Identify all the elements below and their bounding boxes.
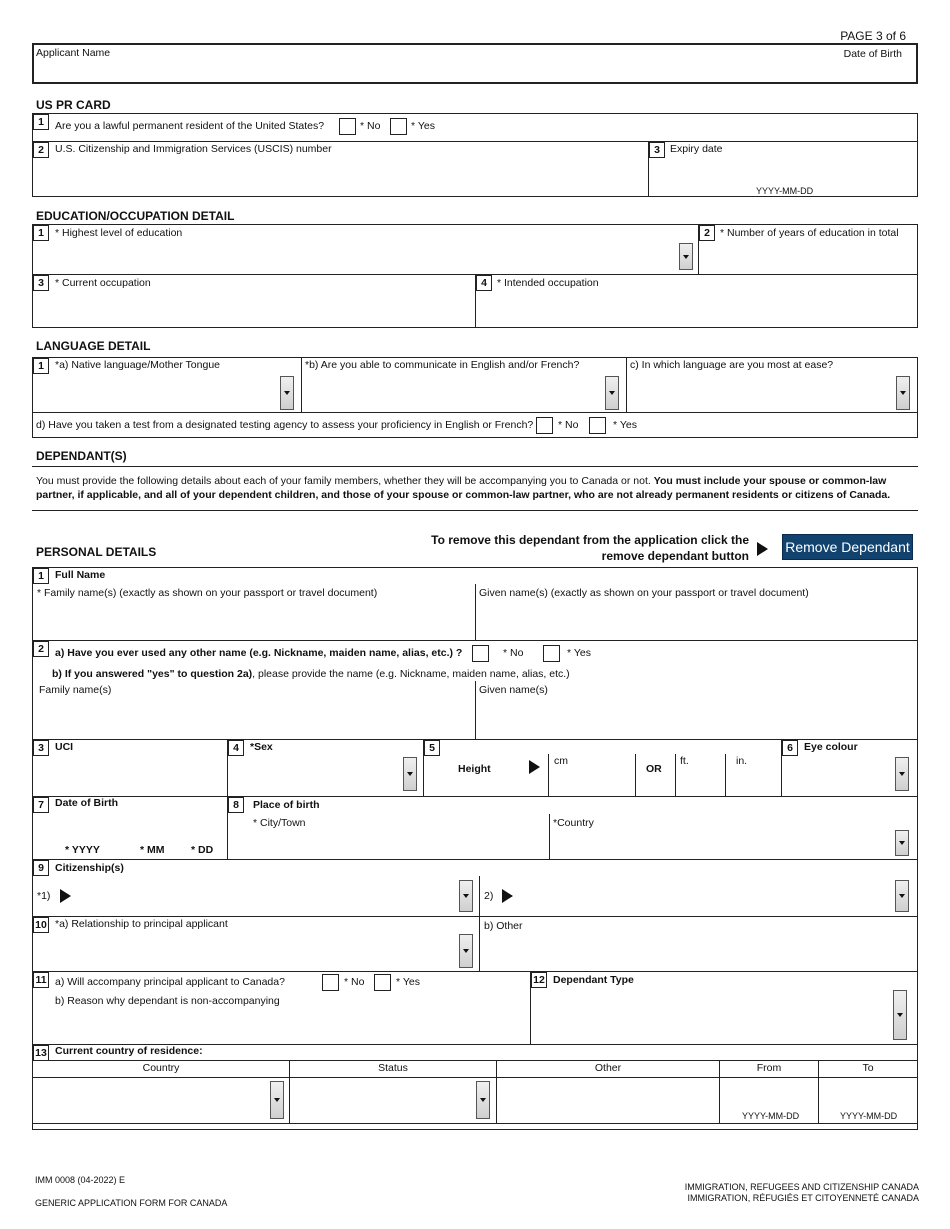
play-arrow-icon xyxy=(502,889,513,903)
question-number: 8 xyxy=(228,797,244,813)
citizenship-2-label: 2) xyxy=(484,890,494,902)
question-number: 1 xyxy=(33,114,49,130)
ft-label: ft. xyxy=(680,755,689,767)
date-format-hint: YYYY-MM-DD xyxy=(756,186,814,196)
personal-details-title: PERSONAL DETAILS xyxy=(36,545,157,559)
us-pr-yes-checkbox[interactable] xyxy=(390,118,407,135)
no-label: * No xyxy=(503,647,524,659)
uci-label: UCI xyxy=(55,741,74,753)
question-number: 2 xyxy=(699,225,715,241)
accompany-yes-checkbox[interactable] xyxy=(374,974,391,991)
other-family-name-label: Family name(s) xyxy=(39,684,112,696)
birth-country-dropdown[interactable] xyxy=(895,830,909,856)
dependants-intro-plain: You must provide the following details about each of your family members, whether they will be accompanying you to Canada or not. xyxy=(36,475,651,487)
question-number: 12 xyxy=(531,972,547,988)
native-language-dropdown[interactable] xyxy=(280,376,294,410)
height-cm-input[interactable] xyxy=(549,768,634,795)
residence-col-status: Status xyxy=(378,1062,408,1074)
question-number: 7 xyxy=(33,797,49,813)
question-number: 11 xyxy=(33,972,49,988)
relationship-other-input[interactable] xyxy=(481,934,917,970)
question-number: 3 xyxy=(33,740,49,756)
yes-label: * Yes xyxy=(396,976,420,988)
cm-label: cm xyxy=(554,755,568,767)
dob-yyyy-label: * YYYY xyxy=(65,844,100,856)
relationship-label: *a) Relationship to principal applicant xyxy=(55,918,228,930)
play-arrow-icon xyxy=(757,542,768,556)
highest-education-label: * Highest level of education xyxy=(55,227,183,239)
residence-col-to: To xyxy=(862,1062,874,1074)
us-pr-card-title: US PR CARD xyxy=(36,98,111,112)
residence-status-dropdown[interactable] xyxy=(476,1081,490,1119)
language-test-no-checkbox[interactable] xyxy=(536,417,553,434)
accompany-no-checkbox[interactable] xyxy=(322,974,339,991)
language-test-label: d) Have you taken a test from a designated testing agency to assess your proficiency in English or French? xyxy=(36,419,534,431)
native-language-label: *a) Native language/Mother Tongue xyxy=(55,359,221,371)
relationship-dropdown[interactable] xyxy=(459,934,473,968)
in-label: in. xyxy=(736,755,748,767)
us-pr-question-label: Are you a lawful permanent resident of the United States? xyxy=(55,120,325,132)
family-name-label: * Family name(s) (exactly as shown on your passport or travel document) xyxy=(37,587,378,599)
remove-instruction-line2: remove dependant button xyxy=(601,549,749,563)
question-number: 2 xyxy=(33,142,49,158)
most-at-ease-label: c) In which language are you most at ease? xyxy=(630,359,834,371)
other-name-instruction-bold: b) If you answered "yes" to question 2a) xyxy=(52,668,253,680)
citizenship-1-label: *1) xyxy=(37,890,51,902)
family-name-input[interactable] xyxy=(33,601,474,639)
dob-dd-label: * DD xyxy=(191,844,214,856)
dependants-intro xyxy=(36,474,918,502)
or-label: OR xyxy=(646,763,662,775)
no-label: * No xyxy=(558,419,579,431)
eye-colour-label: Eye colour xyxy=(804,741,858,753)
height-ft-input[interactable] xyxy=(676,768,724,795)
other-name-question-label: a) Have you ever used any other name (e.g. Nickname, maiden name, alias, etc.) ? xyxy=(55,647,463,659)
yes-label: * Yes xyxy=(411,120,435,132)
applicant-name-field[interactable] xyxy=(32,43,918,84)
dependant-type-label: Dependant Type xyxy=(553,974,634,986)
communicate-dropdown[interactable] xyxy=(605,376,619,410)
play-arrow-icon xyxy=(60,889,71,903)
sex-label: *Sex xyxy=(250,741,273,753)
question-number: 9 xyxy=(33,860,49,876)
dependant-type-dropdown[interactable] xyxy=(893,990,907,1040)
residence-col-other: Other xyxy=(594,1062,622,1074)
remove-dependant-button[interactable]: Remove Dependant xyxy=(782,534,913,560)
non-accompany-reason-input[interactable] xyxy=(33,1008,529,1043)
height-label: Height xyxy=(458,763,491,775)
years-education-input[interactable] xyxy=(700,242,917,273)
city-input[interactable] xyxy=(229,830,548,858)
other-given-name-input[interactable] xyxy=(477,698,917,738)
language-test-yes-checkbox[interactable] xyxy=(589,417,606,434)
citizenship-label: Citizenship(s) xyxy=(55,862,124,874)
question-number: 1 xyxy=(33,358,49,374)
question-number: 1 xyxy=(33,225,49,241)
given-name-label: Given name(s) (exactly as shown on your passport or travel document) xyxy=(479,587,809,599)
intended-occupation-input[interactable] xyxy=(477,292,917,327)
citizenship-2-dropdown[interactable] xyxy=(895,880,909,912)
other-family-name-input[interactable] xyxy=(33,698,474,738)
uscis-number-label: U.S. Citizenship and Immigration Services (USCIS) number xyxy=(55,143,332,155)
date-of-birth-label: Date of Birth xyxy=(843,48,902,60)
current-occupation-input[interactable] xyxy=(33,292,474,327)
other-name-instruction-rest: , please provide the name (e.g. Nickname, maiden name, alias, etc.) xyxy=(252,668,570,680)
sex-dropdown[interactable] xyxy=(403,757,417,791)
yes-label: * Yes xyxy=(613,419,637,431)
communicate-label: *b) Are you able to communicate in English and/or French? xyxy=(305,359,580,371)
question-number: 10 xyxy=(33,917,49,933)
other-name-instruction xyxy=(52,668,570,680)
accompany-label: a) Will accompany principal applicant to Canada? xyxy=(55,976,285,988)
dependants-title: DEPENDANT(S) xyxy=(36,449,127,463)
height-in-input[interactable] xyxy=(726,768,780,795)
residence-label: Current country of residence: xyxy=(55,1045,203,1057)
question-number: 3 xyxy=(33,275,49,291)
intended-occupation-label: * Intended occupation xyxy=(497,277,599,289)
dependants-intro-bold-1: You must include your spouse or common-law partner, xyxy=(36,475,887,501)
question-number: 3 xyxy=(649,142,665,158)
citizenship-1-dropdown[interactable] xyxy=(459,880,473,912)
dependants-intro-bold-2: if applicable, and all of your dependent children, and those of your spouse or common-law partner, who are not already permanent residents or citizens of Canada. xyxy=(77,489,891,501)
current-occupation-label: * Current occupation xyxy=(55,277,151,289)
city-label: * City/Town xyxy=(253,817,306,829)
no-label: * No xyxy=(344,976,365,988)
date-format-hint: YYYY-MM-DD xyxy=(742,1111,800,1121)
play-arrow-icon xyxy=(529,760,540,774)
relationship-other-label: b) Other xyxy=(484,920,523,932)
residence-other-input[interactable] xyxy=(497,1078,718,1122)
given-name-input[interactable] xyxy=(477,601,917,639)
place-of-birth-label: Place of birth xyxy=(253,799,320,811)
page-number: PAGE 3 of 6 xyxy=(840,29,906,43)
us-pr-no-checkbox[interactable] xyxy=(339,118,356,135)
other-given-name-label: Given name(s) xyxy=(479,684,548,696)
highest-education-dropdown[interactable] xyxy=(679,243,693,270)
expiry-date-label: Expiry date xyxy=(670,143,723,155)
form-name: GENERIC APPLICATION FORM FOR CANADA xyxy=(35,1198,228,1208)
yes-label: * Yes xyxy=(567,647,591,659)
date-format-hint: YYYY-MM-DD xyxy=(840,1111,898,1121)
uscis-number-input[interactable] xyxy=(33,158,647,196)
education-title: EDUCATION/OCCUPATION DETAIL xyxy=(36,209,235,223)
department-name-fr: IMMIGRATION, RÉFUGIÉS ET CITOYENNETÉ CANADA xyxy=(687,1193,919,1203)
eye-colour-dropdown[interactable] xyxy=(895,757,909,791)
dob-mm-label: * MM xyxy=(140,844,165,856)
uci-input[interactable] xyxy=(33,756,226,795)
question-number: 2 xyxy=(33,641,49,657)
question-number: 5 xyxy=(424,740,440,756)
question-number: 4 xyxy=(228,740,244,756)
question-number: 1 xyxy=(33,568,49,584)
dob-label: Date of Birth xyxy=(55,797,118,809)
other-name-yes-checkbox[interactable] xyxy=(543,645,560,662)
no-label: * No xyxy=(360,120,381,132)
question-number: 6 xyxy=(782,740,798,756)
full-name-label: Full Name xyxy=(55,569,106,581)
form-code: IMM 0008 (04-2022) E xyxy=(35,1175,126,1185)
residence-col-country: Country xyxy=(142,1062,180,1074)
remove-instruction-line1: To remove this dependant from the application click the xyxy=(431,533,749,547)
non-accompany-reason-label: b) Reason why dependant is non-accompanying xyxy=(55,995,280,1007)
residence-col-from: From xyxy=(756,1062,782,1074)
department-name-en: IMMIGRATION, REFUGEES AND CITIZENSHIP CANADA xyxy=(684,1182,919,1192)
question-number: 13 xyxy=(33,1045,49,1061)
country-label: *Country xyxy=(553,817,594,829)
years-education-label: * Number of years of education in total xyxy=(720,227,899,239)
language-title: LANGUAGE DETAIL xyxy=(36,339,151,353)
residence-country-dropdown[interactable] xyxy=(270,1081,284,1119)
other-name-no-checkbox[interactable] xyxy=(472,645,489,662)
applicant-name-label: Applicant Name xyxy=(36,47,111,59)
question-number: 4 xyxy=(476,275,492,291)
most-at-ease-dropdown[interactable] xyxy=(896,376,910,410)
